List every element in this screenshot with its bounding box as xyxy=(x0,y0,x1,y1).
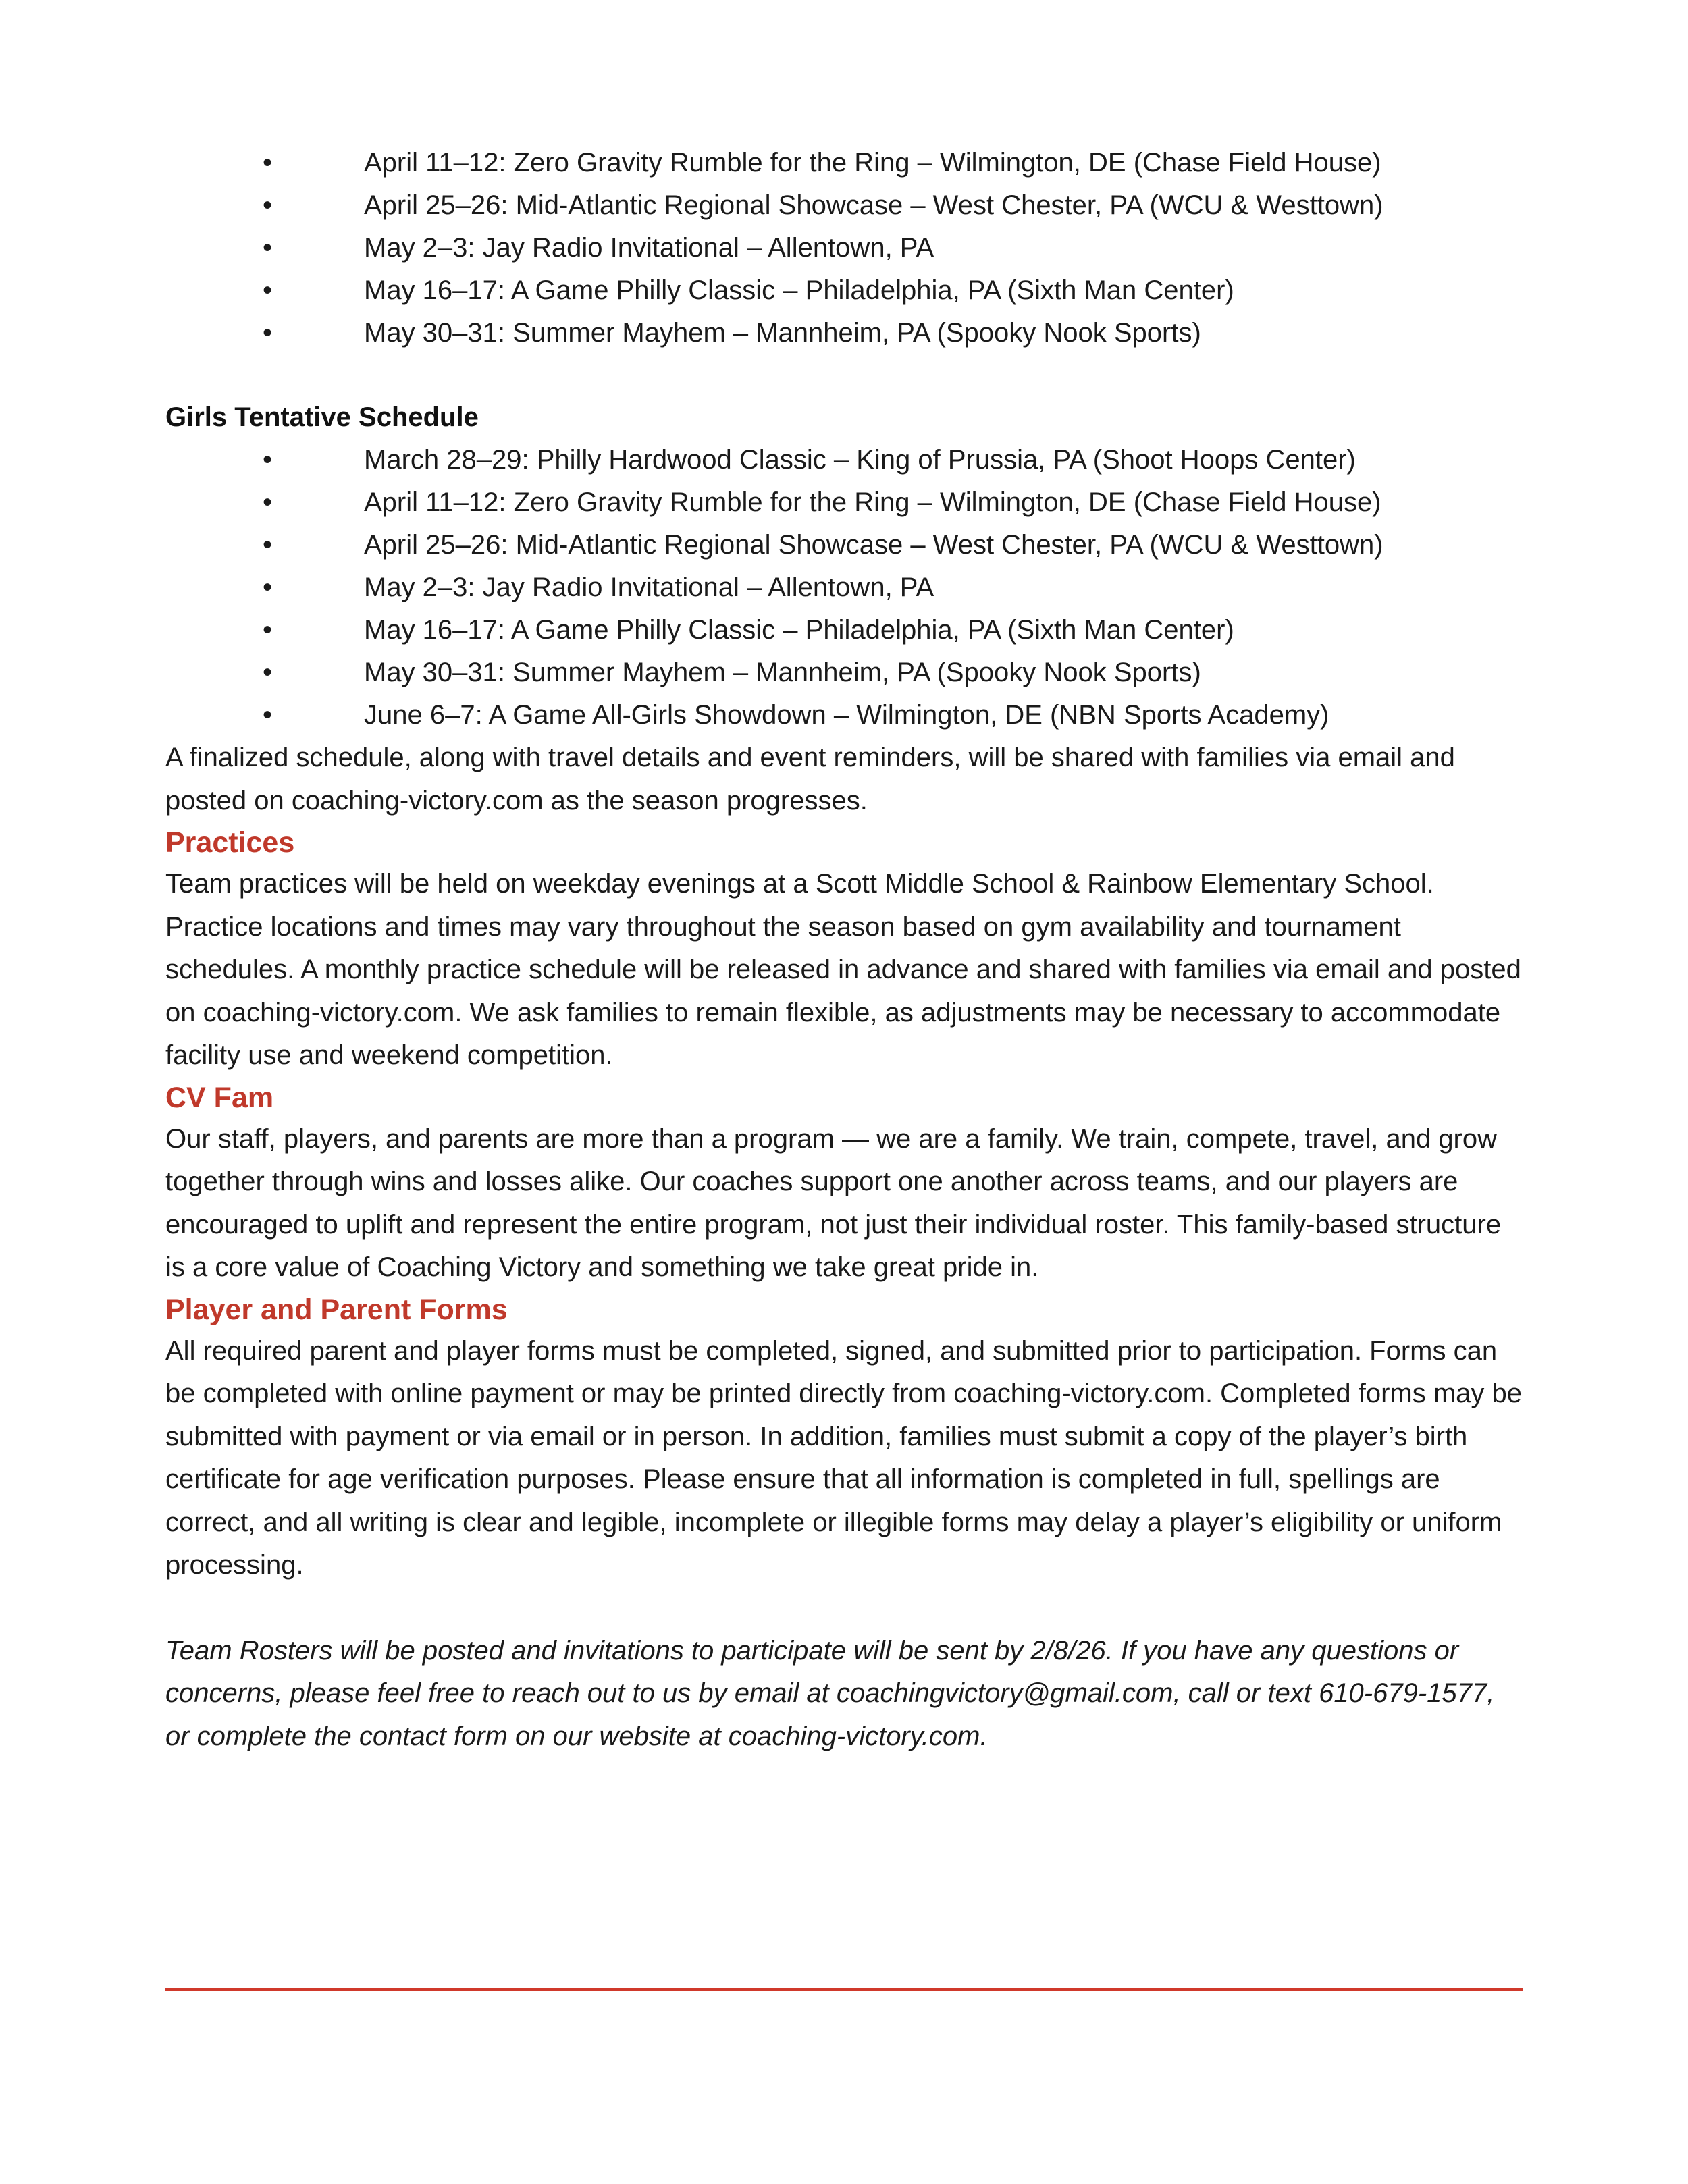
list-item-text: March 28–29: Philly Hardwood Classic – King of Prussia, PA (Shoot Hoops Center) xyxy=(364,445,1356,475)
list-item xyxy=(165,439,1523,481)
list-item-text: May 16–17: A Game Philly Classic – Philadelphia, PA (Sixth Man Center) xyxy=(364,275,1234,305)
list-item xyxy=(165,184,1523,227)
list-item-text: May 16–17: A Game Philly Classic – Philadelphia, PA (Sixth Man Center) xyxy=(364,615,1234,645)
boys-schedule-list xyxy=(165,142,1523,354)
list-item xyxy=(165,227,1523,269)
bullet-icon: • xyxy=(263,233,273,263)
closing-note: Team Rosters will be posted and invitations to participate will be sent by 2/8/26. If you have any questions or concerns, please feel free to reach out to us by email at coachingvictory@gmail.com, call or text 610-679-1577, or complete the contact form on our website at coaching-victory.com. xyxy=(165,1635,1495,1751)
practices-body: Team practices will be held on weekday evenings at a Scott Middle School & Rainbow Elementary School. Practice locations and times may vary throughout the season based on gym availability and tournament schedules. A monthly practice schedule will be released in advance and shared with families via email and posted on coaching-victory.com. We ask families to remain flexible, as adjustments may be necessary to accommodate facility use and weekend competition. xyxy=(165,869,1521,1070)
forms-body: All required parent and player forms must be completed, signed, and submitted prior to participation. Forms can be completed with online payment or may be printed directly from coaching-victory.com. Completed forms may be submitted with payment or via email or in person. In addition, families must submit a copy of the player’s birth certificate for age verification purposes. Please ensure that all information is completed in full, spellings are correct, and all writing is clear and legible, incomplete or illegible forms may delay a player’s eligibility or uniform processing. xyxy=(165,1335,1523,1580)
bullet-icon: • xyxy=(263,487,273,517)
girls-schedule-heading: Girls Tentative Schedule xyxy=(165,402,479,432)
list-item-text: May 30–31: Summer Mayhem – Mannheim, PA (Spooky Nook Sports) xyxy=(364,318,1201,348)
list-item xyxy=(165,524,1523,566)
list-item xyxy=(165,142,1523,184)
bullet-icon: • xyxy=(263,700,273,730)
cv-fam-heading: CV Fam xyxy=(165,1081,274,1114)
list-item-text: May 30–31: Summer Mayhem – Mannheim, PA (Spooky Nook Sports) xyxy=(364,658,1201,687)
bullet-icon: • xyxy=(263,658,273,687)
bullet-icon: • xyxy=(263,615,273,645)
list-item-text: April 11–12: Zero Gravity Rumble for the Ring – Wilmington, DE (Chase Field House) xyxy=(364,148,1381,178)
bullet-icon: • xyxy=(263,530,273,560)
bullet-icon: • xyxy=(263,148,273,178)
bullet-icon: • xyxy=(263,572,273,602)
schedule-note: A finalized schedule, along with travel details and event reminders, will be shared with families via email and posted on coaching-victory.com as the season progresses. xyxy=(165,743,1455,816)
girls-schedule-list xyxy=(165,439,1523,737)
list-item-text: April 25–26: Mid-Atlantic Regional Showcase – West Chester, PA (WCU & Westtown) xyxy=(364,190,1383,220)
list-item xyxy=(165,566,1523,609)
bullet-icon: • xyxy=(263,445,273,475)
bullet-icon: • xyxy=(263,275,273,305)
forms-heading: Player and Parent Forms xyxy=(165,1293,508,1326)
list-item-text: May 2–3: Jay Radio Invitational – Allentown, PA xyxy=(364,572,934,602)
bullet-icon: • xyxy=(263,318,273,348)
list-item xyxy=(165,694,1523,737)
list-item-text: June 6–7: A Game All-Girls Showdown – Wilmington, DE (NBN Sports Academy) xyxy=(364,700,1329,730)
list-item xyxy=(165,651,1523,694)
practices-heading: Practices xyxy=(165,826,295,859)
list-item xyxy=(165,269,1523,312)
list-item xyxy=(165,609,1523,651)
bullet-icon: • xyxy=(263,190,273,220)
list-item xyxy=(165,481,1523,524)
list-item-text: April 25–26: Mid-Atlantic Regional Showcase – West Chester, PA (WCU & Westtown) xyxy=(364,530,1383,560)
cv-fam-body: Our staff, players, and parents are more than a program — we are a family. We train, compete, travel, and grow together through wins and losses alike. Our coaches support one another across teams, and our players are encouraged to uplift and represent the entire program, not just their individual roster. This family-based structure is a core value of Coaching Victory and something we take great pride in. xyxy=(165,1123,1502,1282)
list-item xyxy=(165,312,1523,354)
footer-divider xyxy=(165,1988,1523,1991)
list-item-text: April 11–12: Zero Gravity Rumble for the Ring – Wilmington, DE (Chase Field House) xyxy=(364,487,1381,517)
list-item-text: May 2–3: Jay Radio Invitational – Allentown, PA xyxy=(364,233,934,263)
page-content xyxy=(165,142,1523,1758)
